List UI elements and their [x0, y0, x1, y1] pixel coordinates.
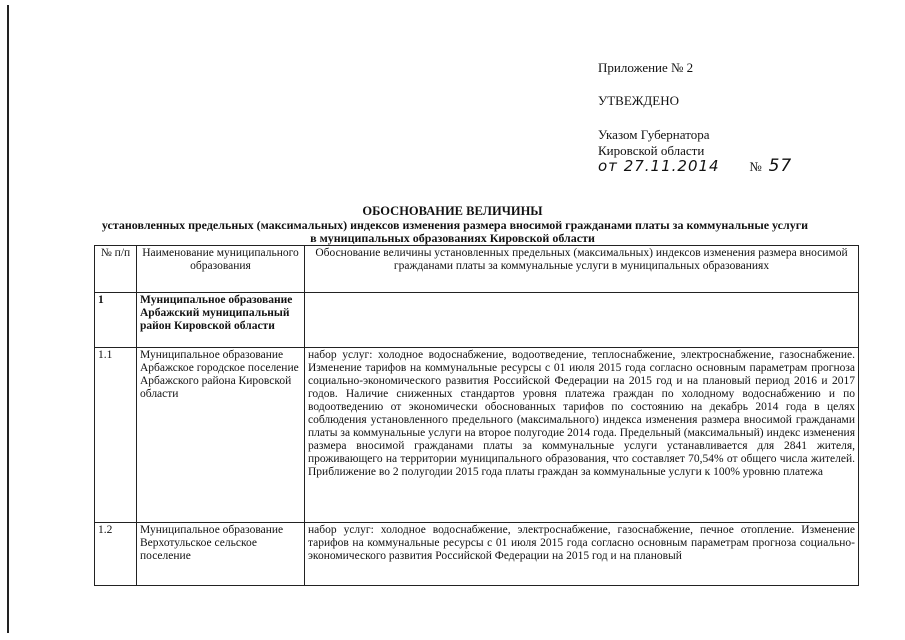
appendix-label: Приложение № 2 [598, 60, 694, 75]
table-row [95, 348, 859, 523]
decree-line-1: Указом Губернатора [598, 127, 710, 142]
decree-date-line [598, 158, 792, 175]
document-subtitle-line-2: в муниципальных образованиях Кировской области [310, 231, 595, 245]
header-justification: Обоснование величины установленных предельных (максимальных) индексов изменения размера вносимой гражданами платы за коммунальные услуги в муниципальных образованиях [305, 246, 859, 293]
table-row [95, 293, 859, 348]
decree-line-2: Кировской области [598, 143, 705, 158]
row-name: Муниципальное образование Арбажское городское поселение Арбажского района Кировской области [137, 348, 305, 523]
decree-number: 57 [768, 156, 793, 176]
table-header-row [95, 246, 859, 293]
row-name: Муниципальное образование Верхотульское сельское поселение [137, 523, 305, 586]
row-num: 1.2 [95, 523, 137, 586]
table-row [95, 523, 859, 586]
row-justification: набор услуг: холодное водоснабжение, водоотведение, теплоснабжение, электроснабжение, газоснабжение. Изменение тарифов на коммунальные ресурсы с 01 июля 2015 года согласно основным параметрам прогноза социально-экономического развития Российской Федерации на 2015 год и на плановый период 2016 и 2017 годов. Наличие сниженных стандартов уровня платежа граждан по холодному водоснабжению и по водоотведению от экономически обоснованных тарифов по состоянию на декабрь 2014 года в целях соблюдения установленного предельного (максимального) индекса изменения размера вносимой гражданами платы за коммунальные услуги на второе полугодие 2014 года. Предельный (максимальный) индекс изменения размера вносимой гражданами платы за коммунальные услуги устанавливается для 2841 жителя, проживающего на территории муниципального образования, что составляет 70,54% от общего числа жителей. Приближение во 2 полугодии 2015 года платы граждан за коммунальные услуги к 100% уровню платежа [305, 348, 859, 523]
row-name: Муниципальное образование Арбажский муниципальный район Кировской области [137, 293, 305, 348]
row-justification: набор услуг: холодное водоснабжение, электроснабжение, газоснабжение, печное отопление. Изменение тарифов на коммунальные ресурсы с 01 июля 2015 года согласно основным параметрам прогноза социально-экономического развития Российской Федерации на 2015 год и на плановый [305, 523, 859, 586]
approved-label: УТВЕЖДЕНО [598, 93, 679, 108]
justification-table [94, 245, 859, 586]
row-num: 1 [95, 293, 137, 348]
header-num: № п/п [95, 246, 137, 293]
page-edge-rule [7, 5, 9, 633]
row-num: 1.1 [95, 348, 137, 523]
decree-number-label: № [749, 159, 763, 174]
header-name: Наименование муниципального образования [137, 246, 305, 293]
document-subtitle-line-1: установленных предельных (максимальных) индексов изменения размера вносимой гражданами платы за коммунальные услуги [101, 218, 809, 232]
row-justification [305, 293, 859, 348]
document-title: ОБОСНОВАНИЕ ВЕЛИЧИНЫ [362, 204, 543, 218]
decree-date: 27.11.2014 [623, 157, 720, 175]
date-prefix: от [598, 157, 618, 175]
